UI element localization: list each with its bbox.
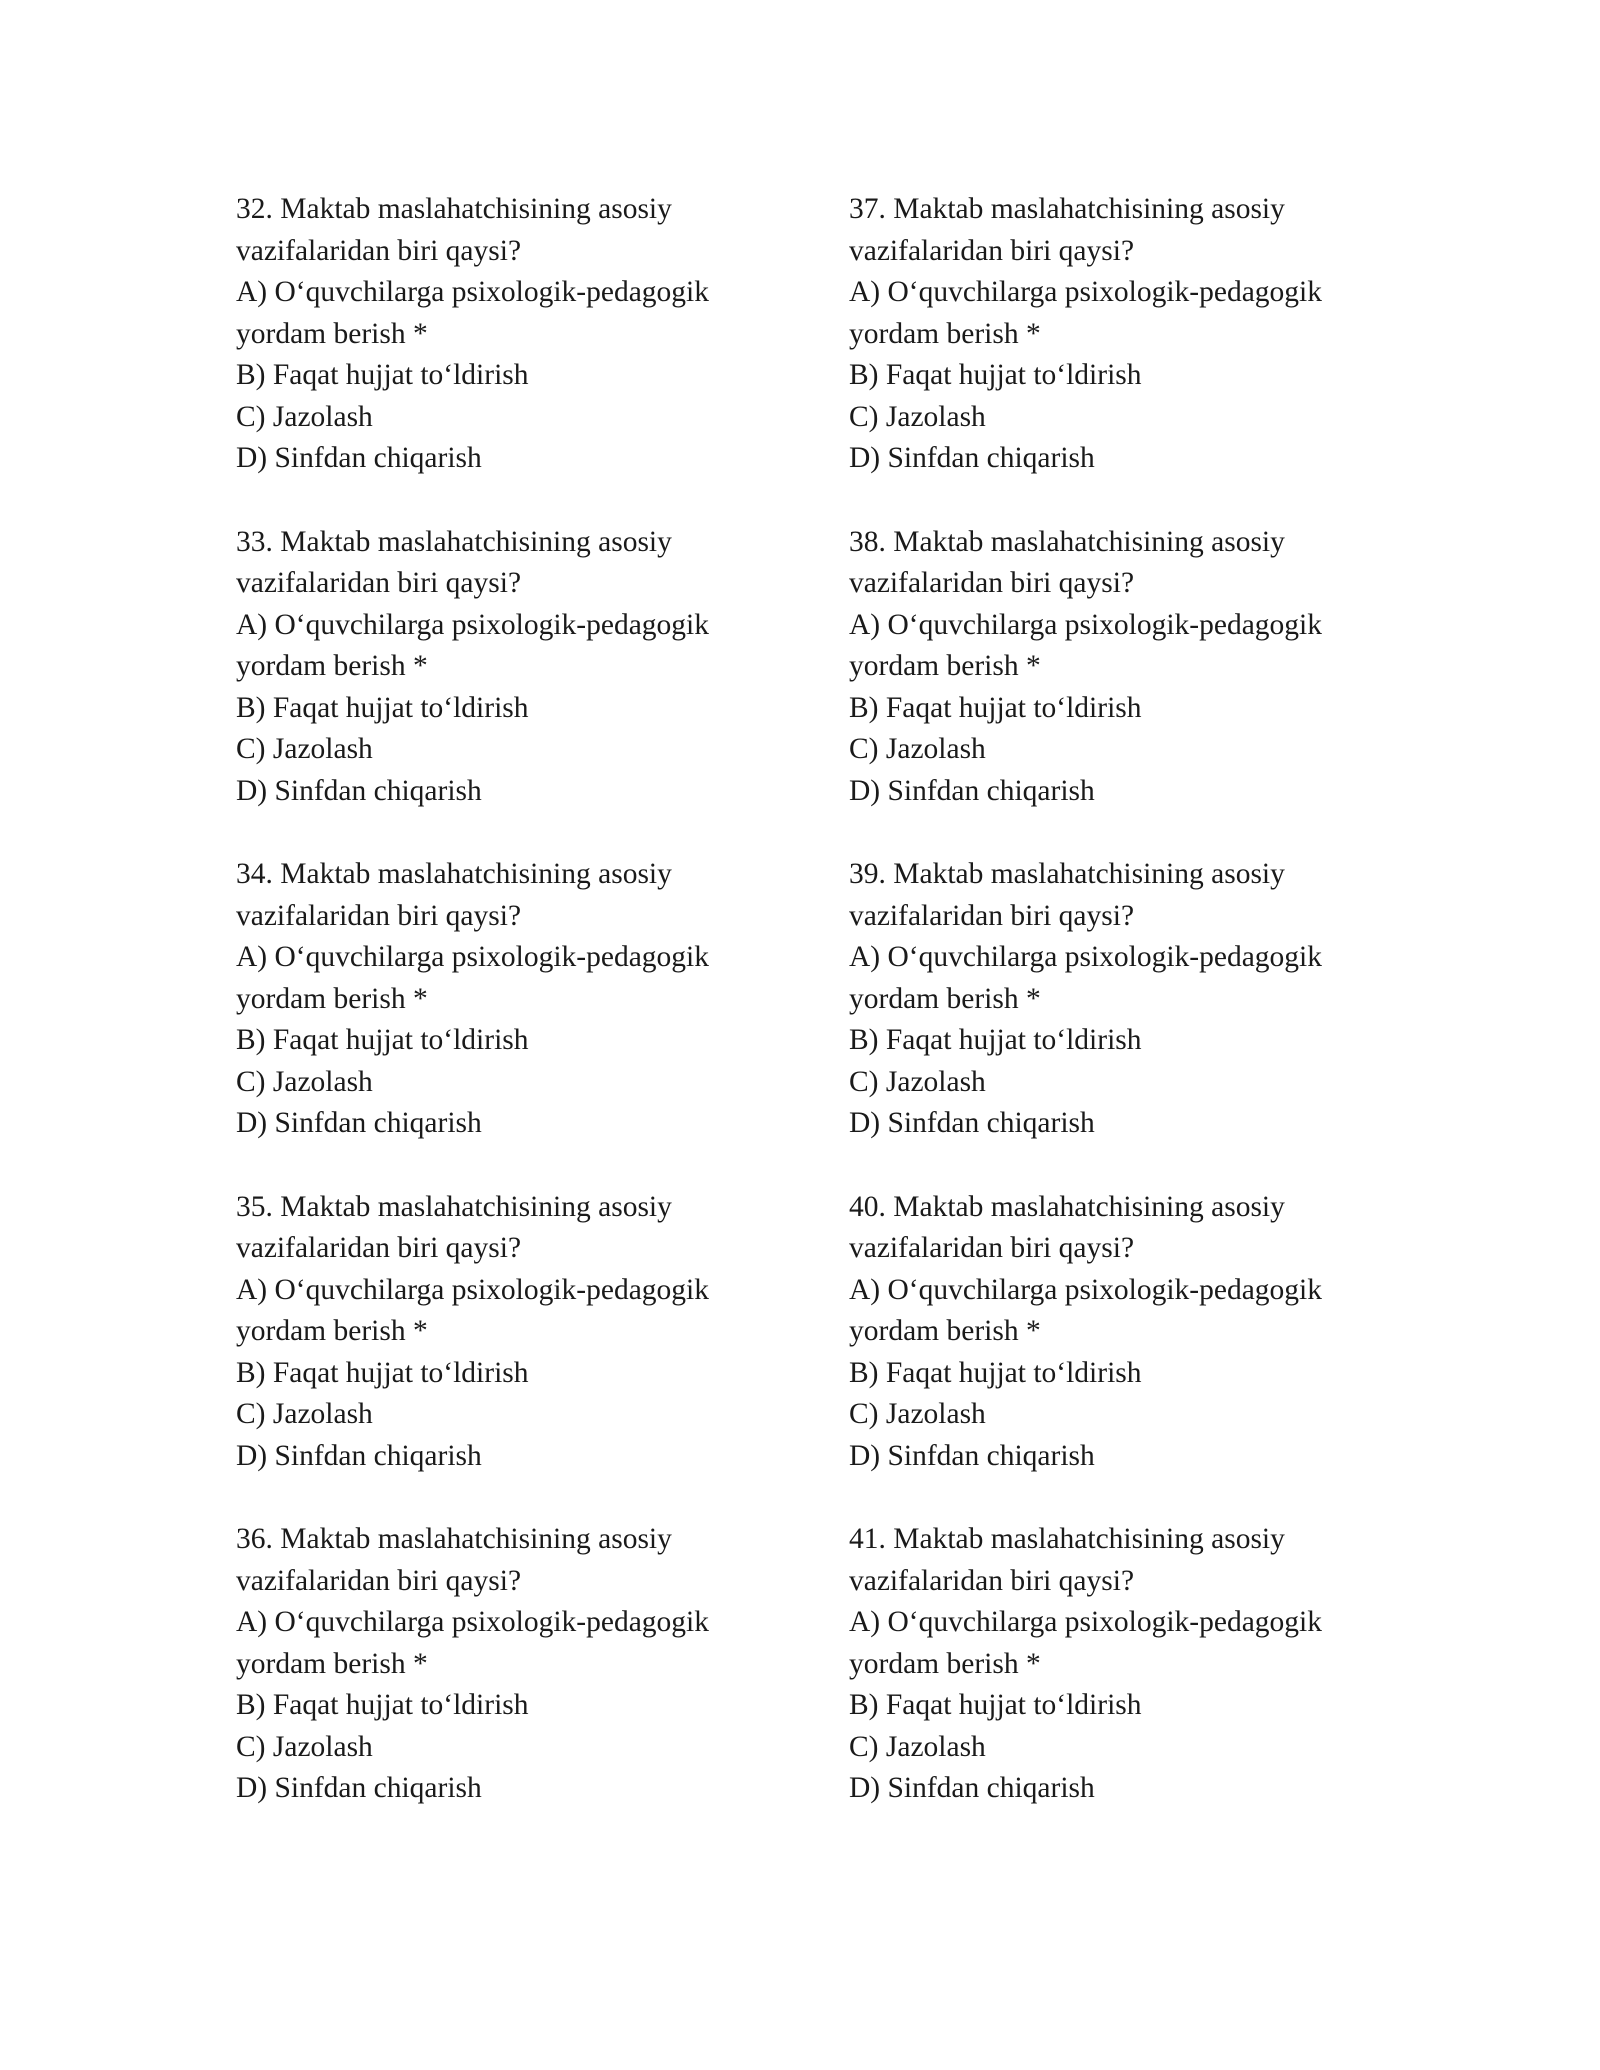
option-d: D) Sinfdan chiqarish: [236, 1439, 482, 1472]
question-stem: 33. Maktab maslahatchisining asosiy: [236, 525, 672, 558]
question-stem-continued: vazifalaridan biri qaysi?: [849, 899, 1135, 932]
option-a: A) O‘quvchilarga psixologik-pedagogik: [849, 1273, 1322, 1306]
option-d: D) Sinfdan chiqarish: [849, 774, 1095, 807]
option-a-continued: yordam berish *: [849, 982, 1041, 1015]
question-37: [849, 189, 1409, 480]
question-stem-continued: vazifalaridan biri qaysi?: [236, 899, 522, 932]
question-35: [236, 1187, 796, 1478]
question-stem: 34. Maktab maslahatchisining asosiy: [236, 858, 672, 890]
option-c: C) Jazolash: [849, 1730, 986, 1763]
question-stem: 36. Maktab maslahatchisining asosiy: [236, 1523, 672, 1555]
option-a-continued: yordam berish *: [849, 650, 1041, 682]
left-question-column: [236, 189, 796, 1852]
option-c: C) Jazolash: [236, 733, 373, 765]
question-stem-continued: vazifalaridan biri qaysi?: [849, 234, 1135, 267]
question-stem-continued: vazifalaridan biri qaysi?: [849, 1232, 1135, 1264]
option-c: C) Jazolash: [849, 1398, 986, 1430]
option-d: D) Sinfdan chiqarish: [849, 1772, 1095, 1804]
question-stem: 37. Maktab maslahatchisining asosiy: [849, 193, 1285, 225]
question-33: [236, 522, 796, 813]
question-stem-continued: vazifalaridan biri qaysi?: [849, 567, 1135, 599]
option-a-continued: yordam berish *: [849, 1647, 1041, 1680]
question-36: [236, 1519, 796, 1810]
option-a: A) O‘quvchilarga psixologik-pedagogik: [236, 1606, 709, 1638]
option-a: A) O‘quvchilarga psixologik-pedagogik: [849, 276, 1322, 308]
question-39: [849, 854, 1409, 1145]
option-c: C) Jazolash: [849, 733, 986, 765]
option-a: A) O‘quvchilarga psixologik-pedagogik: [236, 941, 709, 973]
option-a: A) O‘quvchilarga psixologik-pedagogik: [849, 608, 1322, 641]
option-a-continued: yordam berish *: [236, 650, 428, 682]
option-b: B) Faqat hujjat to‘ldirish: [849, 1689, 1142, 1721]
option-d: D) Sinfdan chiqarish: [236, 774, 482, 807]
question-stem: 35. Maktab maslahatchisining asosiy: [236, 1190, 672, 1223]
option-c: C) Jazolash: [849, 400, 986, 433]
option-a-continued: yordam berish *: [849, 1315, 1041, 1347]
question-stem: 40. Maktab maslahatchisining asosiy: [849, 1190, 1285, 1223]
option-c: C) Jazolash: [236, 400, 373, 433]
question-stem-continued: vazifalaridan biri qaysi?: [236, 234, 522, 267]
option-d: D) Sinfdan chiqarish: [849, 442, 1095, 474]
question-stem: 39. Maktab maslahatchisining asosiy: [849, 858, 1285, 890]
option-c: C) Jazolash: [849, 1065, 986, 1098]
option-b: B) Faqat hujjat to‘ldirish: [849, 691, 1142, 724]
option-a: A) O‘quvchilarga psixologik-pedagogik: [236, 1273, 709, 1306]
question-40: [849, 1187, 1409, 1478]
option-a-continued: yordam berish *: [236, 317, 428, 350]
option-b: B) Faqat hujjat to‘ldirish: [849, 1356, 1142, 1389]
option-b: B) Faqat hujjat to‘ldirish: [849, 359, 1142, 391]
option-c: C) Jazolash: [236, 1730, 373, 1763]
question-stem-continued: vazifalaridan biri qaysi?: [849, 1564, 1135, 1597]
option-d: D) Sinfdan chiqarish: [236, 442, 482, 474]
option-b: B) Faqat hujjat to‘ldirish: [236, 359, 529, 391]
option-b: B) Faqat hujjat to‘ldirish: [236, 1024, 529, 1056]
question-stem: 41. Maktab maslahatchisining asosiy: [849, 1523, 1285, 1555]
question-stem: 32. Maktab maslahatchisining asosiy: [236, 193, 672, 225]
option-b: B) Faqat hujjat to‘ldirish: [236, 691, 529, 724]
option-b: B) Faqat hujjat to‘ldirish: [849, 1024, 1142, 1056]
question-stem-continued: vazifalaridan biri qaysi?: [236, 567, 522, 599]
option-a-continued: yordam berish *: [236, 982, 428, 1015]
question-32: [236, 189, 796, 480]
right-question-column: [849, 189, 1409, 1852]
option-b: B) Faqat hujjat to‘ldirish: [236, 1689, 529, 1721]
option-a-continued: yordam berish *: [236, 1647, 428, 1680]
option-a-continued: yordam berish *: [236, 1315, 428, 1347]
question-stem-continued: vazifalaridan biri qaysi?: [236, 1564, 522, 1597]
question-38: [849, 522, 1409, 813]
option-a: A) O‘quvchilarga psixologik-pedagogik: [236, 276, 709, 308]
option-b: B) Faqat hujjat to‘ldirish: [236, 1356, 529, 1389]
option-d: D) Sinfdan chiqarish: [236, 1107, 482, 1139]
option-d: D) Sinfdan chiqarish: [849, 1107, 1095, 1139]
option-d: D) Sinfdan chiqarish: [849, 1439, 1095, 1472]
option-c: C) Jazolash: [236, 1065, 373, 1098]
option-a-continued: yordam berish *: [849, 317, 1041, 350]
option-c: C) Jazolash: [236, 1398, 373, 1430]
option-a: A) O‘quvchilarga psixologik-pedagogik: [236, 608, 709, 641]
question-34: [236, 854, 796, 1145]
question-stem-continued: vazifalaridan biri qaysi?: [236, 1232, 522, 1264]
question-41: [849, 1519, 1409, 1810]
option-d: D) Sinfdan chiqarish: [236, 1772, 482, 1804]
question-stem: 38. Maktab maslahatchisining asosiy: [849, 525, 1285, 558]
option-a: A) O‘quvchilarga psixologik-pedagogik: [849, 1606, 1322, 1638]
option-a: A) O‘quvchilarga psixologik-pedagogik: [849, 941, 1322, 973]
